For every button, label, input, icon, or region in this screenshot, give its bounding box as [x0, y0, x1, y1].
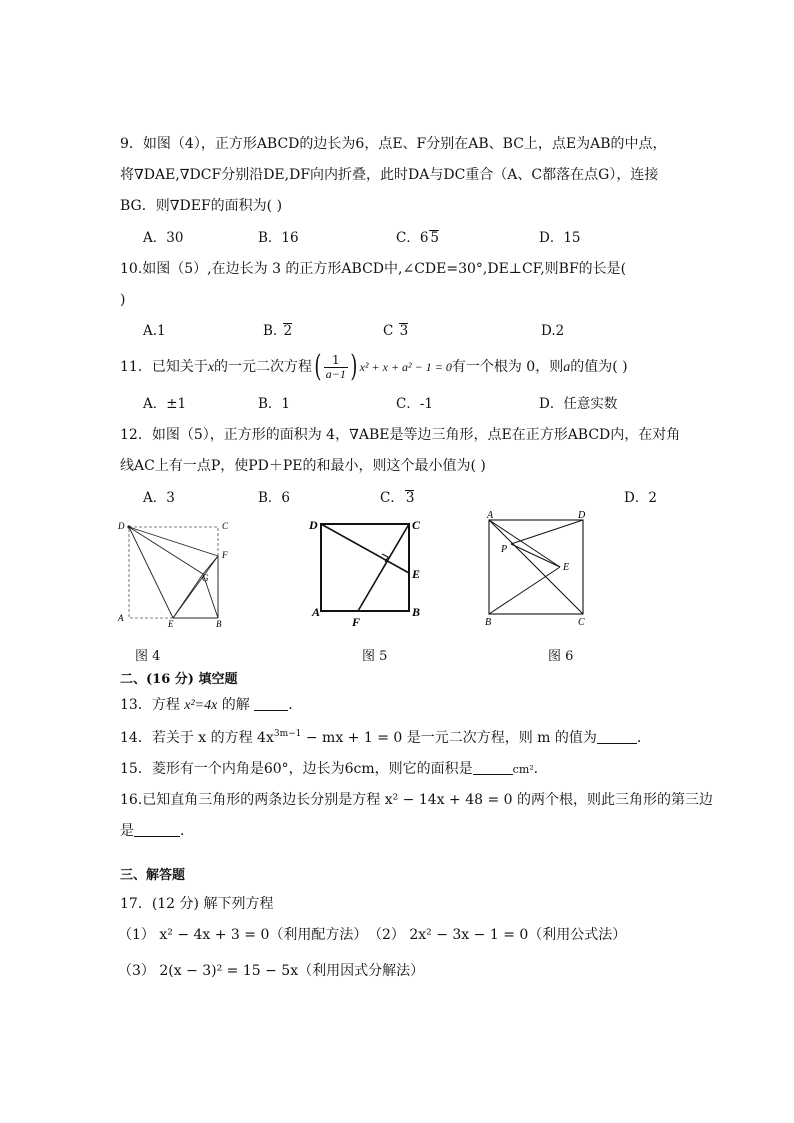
fig6-caption: 图 6: [548, 649, 574, 664]
q15-answer-blank[interactable]: [473, 760, 513, 775]
q11-option-c: C．-1: [396, 396, 433, 412]
q10-line1: 10.如图（5）,在边长为 3 的正方形ABCD中,∠CDE=30°,DE⊥CF,则BF的长是(: [120, 261, 627, 277]
q9-line2: 将∇DAE,∇DCF分别沿DE,DF向内折叠，此时DA与DC重合（A、C都落在点G），连接: [120, 167, 659, 183]
q11-line: 11．已知关于x的一元二次方程( $\frac{1}{a-1}$ ) x² + x + a² − 1 = 0有一个根为 0，则a的值为( ): [120, 349, 628, 384]
q14-answer-blank[interactable]: [597, 729, 637, 744]
q10-option-b: B. 2: [263, 323, 293, 339]
fig4-label-e: E: [168, 619, 174, 629]
figure-4: [112, 515, 242, 630]
fig5-label-f: F: [352, 615, 361, 629]
fig4-label-c: C: [222, 521, 229, 531]
fig4-label-b: B: [216, 619, 222, 629]
q9-option-a: A．30: [143, 230, 184, 246]
fig5-caption: 图 5: [362, 649, 388, 664]
fig4-label-f: F: [222, 550, 228, 560]
fig6-label-p: P: [501, 544, 508, 555]
q10-option-c-radicand: 3: [399, 323, 409, 339]
section2-title: 二、(16 分) 填空题: [120, 672, 238, 687]
fig4-caption: 图 4: [135, 649, 161, 664]
q13-answer-blank[interactable]: [254, 696, 288, 711]
q11-option-d: D．任意实数: [539, 396, 618, 412]
q12-option-a: A．3: [143, 490, 175, 506]
q9-option-d: D．15: [539, 230, 581, 246]
fig4-label-a: A: [118, 613, 124, 623]
fig6-label-d: D: [578, 510, 586, 521]
q12-line1: 12．如图（5），正方形的面积为 4，∇ABE是等边三角形，点E在正方形ABCD内，在对角: [120, 427, 681, 443]
fig6-label-c: C: [578, 617, 585, 628]
q9-option-b: B．16: [258, 230, 299, 246]
q13-line: 13．方程 x²=4x 的解 .: [120, 697, 293, 713]
q17-part2: （2） 2x² − 3x − 1 = 0（利用公式法）: [368, 927, 627, 943]
q12-option-d: D．2: [624, 490, 657, 506]
q17-part3: （3） 2(x − 3)² = 15 − 5x（利用因式分解法）: [118, 963, 425, 979]
q14-line: 14．若关于 x 的方程 $4x^{3m-1}$ − mx + 1 = 0 是一元二次方程，则 m 的值为 .: [120, 729, 642, 746]
q9-option-c: C．6 5: [396, 230, 440, 246]
q9-line1: 9．如图（4），正方形ABCD的边长为6，点E、F分别在AB、BC上，点E为AB的中点，: [120, 136, 667, 152]
fig4-label-d: D: [118, 521, 125, 531]
q10-option-b-radicand: 2: [283, 323, 293, 339]
fig4-label-g: G: [202, 573, 209, 583]
q11-option-a: A．±1: [143, 396, 187, 412]
fig6-label-e: E: [563, 562, 570, 573]
q12-option-b: B．6: [258, 490, 291, 506]
q10-option-a: A.1: [143, 323, 166, 339]
q10-option-d: D.2: [541, 323, 565, 339]
q16-answer-blank[interactable]: [134, 822, 180, 837]
q17-title: 17．(12 分) 解下列方程: [120, 896, 274, 912]
q12-option-c-radicand: 3: [405, 490, 415, 506]
section3-title: 三、解答题: [120, 868, 186, 883]
q11-option-b: B．1: [258, 396, 291, 412]
fig6-label-a: A: [487, 510, 494, 521]
q10-option-c: C 3: [383, 323, 409, 339]
q12-line2: 线AC上有一点P，使PD＋PE的和最小，则这个最小值为( ): [120, 458, 486, 474]
figure-5: [300, 510, 430, 630]
fig5-label-b: B: [412, 605, 421, 619]
q10-line2: ): [120, 292, 126, 308]
q16-line1: 16.已知直角三角形的两条边长分别是方程 x² − 14x + 48 = 0 的两个根，则此三角形的第三边: [120, 792, 713, 808]
q16-line2: 是 .: [120, 823, 185, 839]
q11-fraction: $\frac{1}{a-1}$: [325, 352, 346, 381]
q15-line: 15．菱形有一个内角是60°，边长为6cm，则它的面积是 cm².: [120, 761, 539, 777]
q17-part1: （1） x² − 4x + 3 = 0（利用配方法）: [118, 927, 368, 943]
figure-6: [478, 508, 603, 630]
fig5-label-a: A: [312, 605, 321, 619]
fig6-label-b: B: [485, 617, 492, 628]
q9-option-c-radicand: 5: [430, 230, 440, 246]
fig5-label-d: D: [309, 518, 318, 532]
fig5-label-c: C: [412, 518, 421, 532]
q12-option-c: C． 3: [380, 490, 415, 506]
fig5-label-e: E: [412, 567, 421, 581]
q9-line3: BG．则∇DEF的面积为( ): [120, 198, 283, 214]
